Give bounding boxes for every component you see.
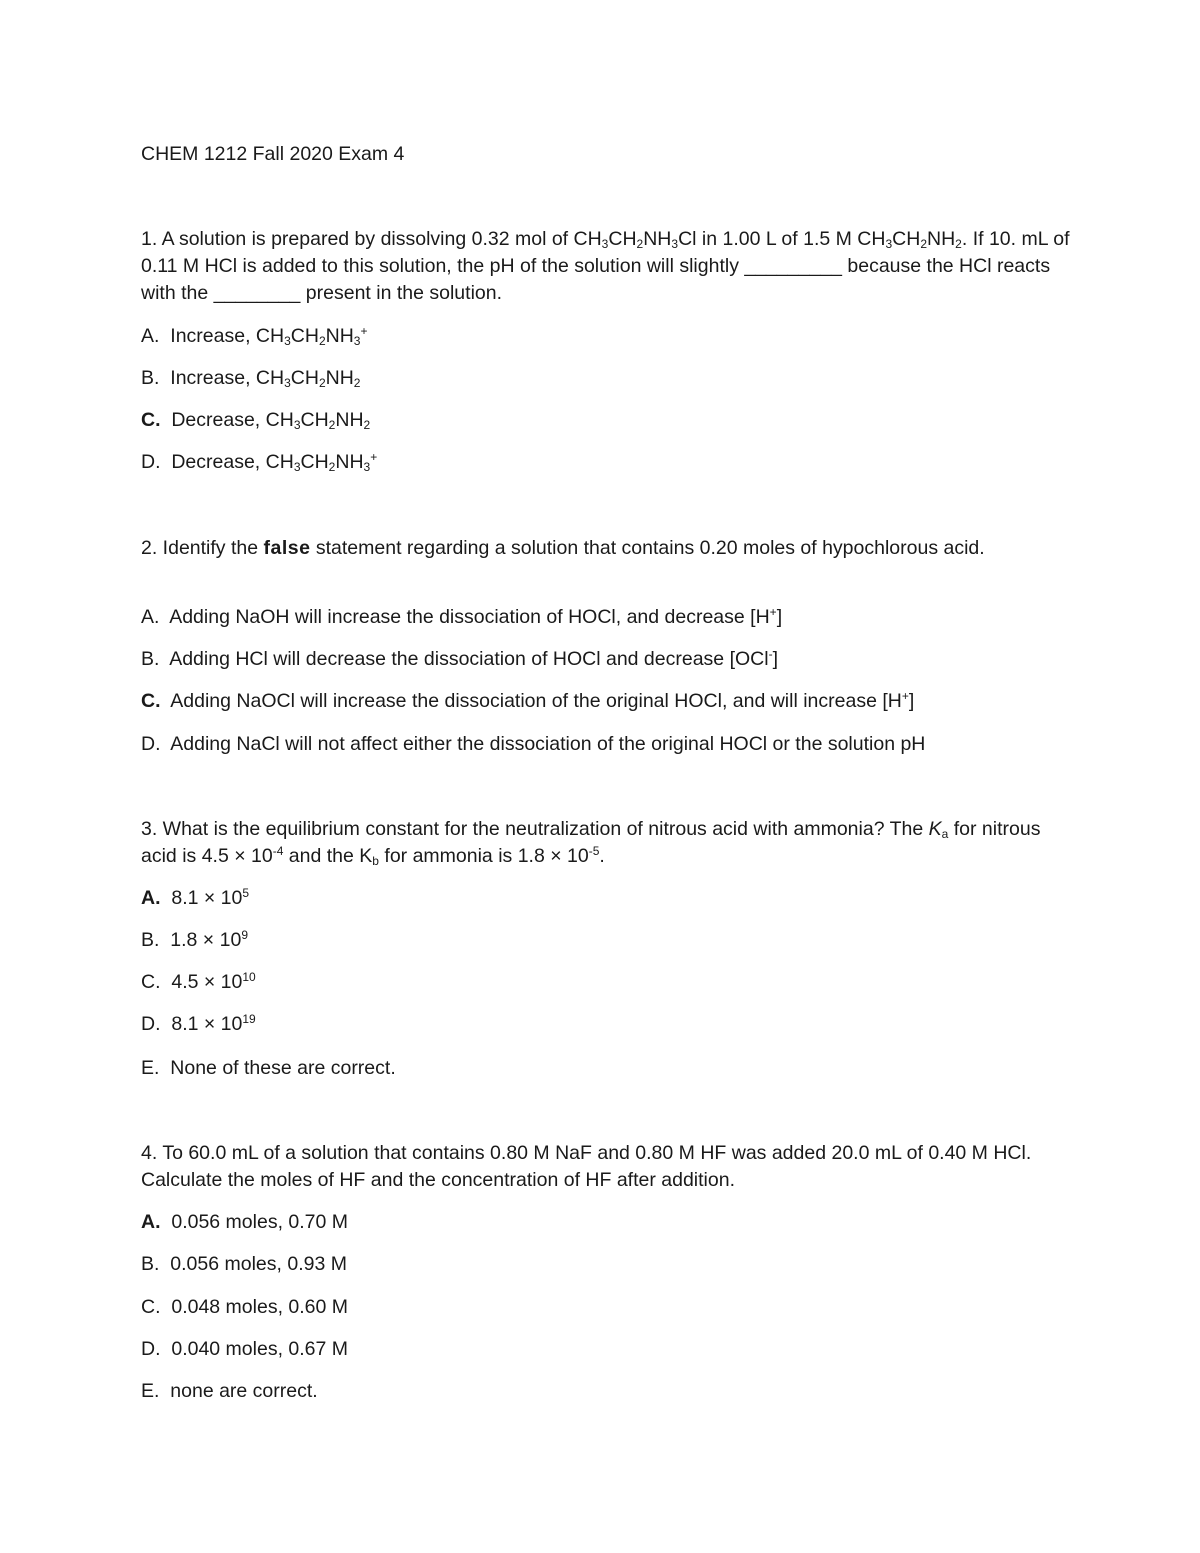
option-letter: D. xyxy=(141,451,161,473)
text-segment: Cl in 1.00 L of 1.5 M CH xyxy=(678,228,886,250)
text-segment: K xyxy=(928,818,942,840)
text-segment: NH xyxy=(927,228,956,250)
text-segment: 5 xyxy=(242,886,250,900)
answer-option xyxy=(141,927,248,954)
text-segment: 3 xyxy=(885,237,893,251)
answer-option xyxy=(141,1294,348,1321)
text-segment: CH xyxy=(290,367,319,389)
answer-option xyxy=(141,1011,256,1038)
answer-option xyxy=(141,646,778,673)
text-segment: None of these are correct. xyxy=(170,1057,396,1079)
text-segment: 3. What is the equilibrium constant for the neutralization of nitrous acid with ammonia? The xyxy=(141,818,929,840)
text-segment: Adding HCl will decrease the dissociation of HOCl and decrease [OCl xyxy=(169,648,769,670)
option-letter: C. xyxy=(141,971,161,993)
text-segment: 2 xyxy=(318,334,326,348)
question-2 xyxy=(141,535,1071,755)
question-stem xyxy=(141,816,1071,870)
text-segment: + xyxy=(360,324,368,338)
option-letter: C. xyxy=(141,409,161,431)
text-segment: Adding NaOH will increase the dissociation of HOCl, and decrease [H xyxy=(169,606,770,628)
answer-option xyxy=(141,969,256,996)
text-segment: a xyxy=(941,827,949,841)
text-segment: CH xyxy=(300,451,329,473)
option-letter: A. xyxy=(141,325,160,347)
text-segment: statement regarding a solution that contains 0.20 moles of hypochlorous acid. xyxy=(310,537,985,559)
option-letter: A. xyxy=(141,606,160,628)
text-segment: Adding NaCl will not affect either the dissociation of the original HOCl or the solution pH xyxy=(170,733,926,755)
option-letter: A. xyxy=(141,1211,161,1233)
option-letter: D. xyxy=(141,733,161,755)
text-segment: ] xyxy=(908,690,915,712)
option-letter: C. xyxy=(141,1296,161,1318)
text-segment: false xyxy=(263,537,311,559)
text-segment: NH xyxy=(335,451,364,473)
answer-option xyxy=(141,604,782,631)
text-segment: 10 xyxy=(242,970,256,984)
text-segment: 3 xyxy=(293,460,301,474)
text-segment: 1. A solution is prepared by dissolving 0.32 mol of CH xyxy=(141,228,602,250)
text-segment: NH xyxy=(335,409,364,431)
option-letter: B. xyxy=(141,648,160,670)
answer-option xyxy=(141,407,370,434)
text-segment: 2 xyxy=(318,376,326,390)
text-segment: CH xyxy=(608,228,637,250)
question-1 xyxy=(141,226,1071,474)
text-segment: b xyxy=(372,854,379,868)
text-segment: Adding NaOCl will increase the dissociation of the original HOCl, and will increase [H xyxy=(170,690,902,712)
text-segment: NH xyxy=(325,367,354,389)
text-segment: Decrease, CH xyxy=(171,409,294,431)
text-segment: Increase, CH xyxy=(170,325,285,347)
text-segment: Decrease, CH xyxy=(171,451,294,473)
answer-option xyxy=(141,885,249,912)
option-letter: D. xyxy=(141,1013,161,1035)
option-letter: B. xyxy=(141,929,160,951)
question-stem xyxy=(141,535,1071,562)
text-segment: 0.056 moles, 0.93 M xyxy=(170,1253,347,1275)
text-segment: 2 xyxy=(920,237,927,251)
text-segment: 2 xyxy=(328,460,336,474)
text-segment: 2 xyxy=(363,418,371,432)
answer-option xyxy=(141,1209,348,1236)
question-stem xyxy=(141,1140,1071,1194)
text-segment: 3 xyxy=(284,376,291,390)
question-stem xyxy=(141,226,1071,307)
text-segment: 3 xyxy=(293,418,301,432)
text-segment: 9 xyxy=(241,928,248,942)
text-segment: 4.5 × 10 xyxy=(171,971,243,993)
text-segment: 2 xyxy=(353,376,361,390)
text-segment: 8.1 × 10 xyxy=(171,1013,243,1035)
text-segment: for nitrous acid is 4.5 × 10 xyxy=(141,818,1041,867)
answer-option xyxy=(141,1378,318,1405)
option-letter: D. xyxy=(141,1338,161,1360)
answer-option xyxy=(141,1055,396,1082)
answer-option xyxy=(141,323,368,350)
text-segment: 19 xyxy=(242,1012,256,1026)
text-segment: ] xyxy=(772,648,778,670)
text-segment: NH xyxy=(325,325,354,347)
text-segment: 4. To 60.0 mL of a solution that contains 0.80 M NaF and 0.80 M HF was added 20.0 mL of 0.40 M HCl. Calculate the moles of HF and the concentration of HF after addition. xyxy=(141,1142,1032,1191)
text-segment: 3 xyxy=(363,460,371,474)
text-segment: CH xyxy=(892,228,921,250)
text-segment: + xyxy=(901,689,909,703)
option-letter: A. xyxy=(141,887,161,909)
answer-option xyxy=(141,1336,348,1363)
option-letter: B. xyxy=(141,367,160,389)
text-segment: 8.1 × 10 xyxy=(171,887,243,909)
answer-option xyxy=(141,449,377,476)
text-segment: Increase, CH xyxy=(170,367,285,389)
text-segment: 2 xyxy=(636,237,644,251)
answer-option xyxy=(141,365,360,392)
text-segment: 1.8 × 10 xyxy=(170,929,242,951)
text-segment: - xyxy=(768,647,773,661)
text-segment: 0.048 moles, 0.60 M xyxy=(171,1296,349,1318)
answer-option xyxy=(141,731,925,758)
text-segment: 2 xyxy=(328,418,336,432)
text-segment: 3 xyxy=(353,334,361,348)
text-segment: . xyxy=(599,845,605,867)
question-4 xyxy=(141,1140,1071,1402)
text-segment: and the K xyxy=(283,845,373,867)
text-segment: -4 xyxy=(272,844,284,858)
text-segment: 2 xyxy=(955,237,962,251)
option-letter: B. xyxy=(141,1253,160,1275)
text-segment: NH xyxy=(643,228,672,250)
text-segment: 0.040 moles, 0.67 M xyxy=(171,1338,349,1360)
text-segment: 3 xyxy=(671,237,679,251)
text-segment: none are correct. xyxy=(170,1380,318,1402)
answer-option xyxy=(141,688,914,715)
text-segment: . If 10. mL of 0.11 M HCl is added to this solution, the pH of the solution will slightly _________ because the HCl reacts with the ________ present in the solution. xyxy=(141,228,1070,304)
option-letter: C. xyxy=(141,690,161,712)
answer-option xyxy=(141,1251,347,1278)
text-segment: + xyxy=(370,450,378,464)
text-segment: for ammonia is 1.8 × 10 xyxy=(378,845,589,867)
exam-title: CHEM 1212 Fall 2020 Exam 4 xyxy=(141,143,405,165)
text-segment: -5 xyxy=(588,844,600,858)
option-letter: E. xyxy=(141,1380,160,1402)
text-segment: 3 xyxy=(601,237,609,251)
text-segment: CH xyxy=(300,409,329,431)
text-segment: ] xyxy=(776,606,783,628)
text-segment: 0.056 moles, 0.70 M xyxy=(171,1211,349,1233)
text-segment: + xyxy=(769,605,777,619)
text-segment: 2. Identify the xyxy=(141,537,264,559)
text-segment: 3 xyxy=(284,334,291,348)
option-letter: E. xyxy=(141,1057,160,1079)
text-segment: CH xyxy=(290,325,319,347)
